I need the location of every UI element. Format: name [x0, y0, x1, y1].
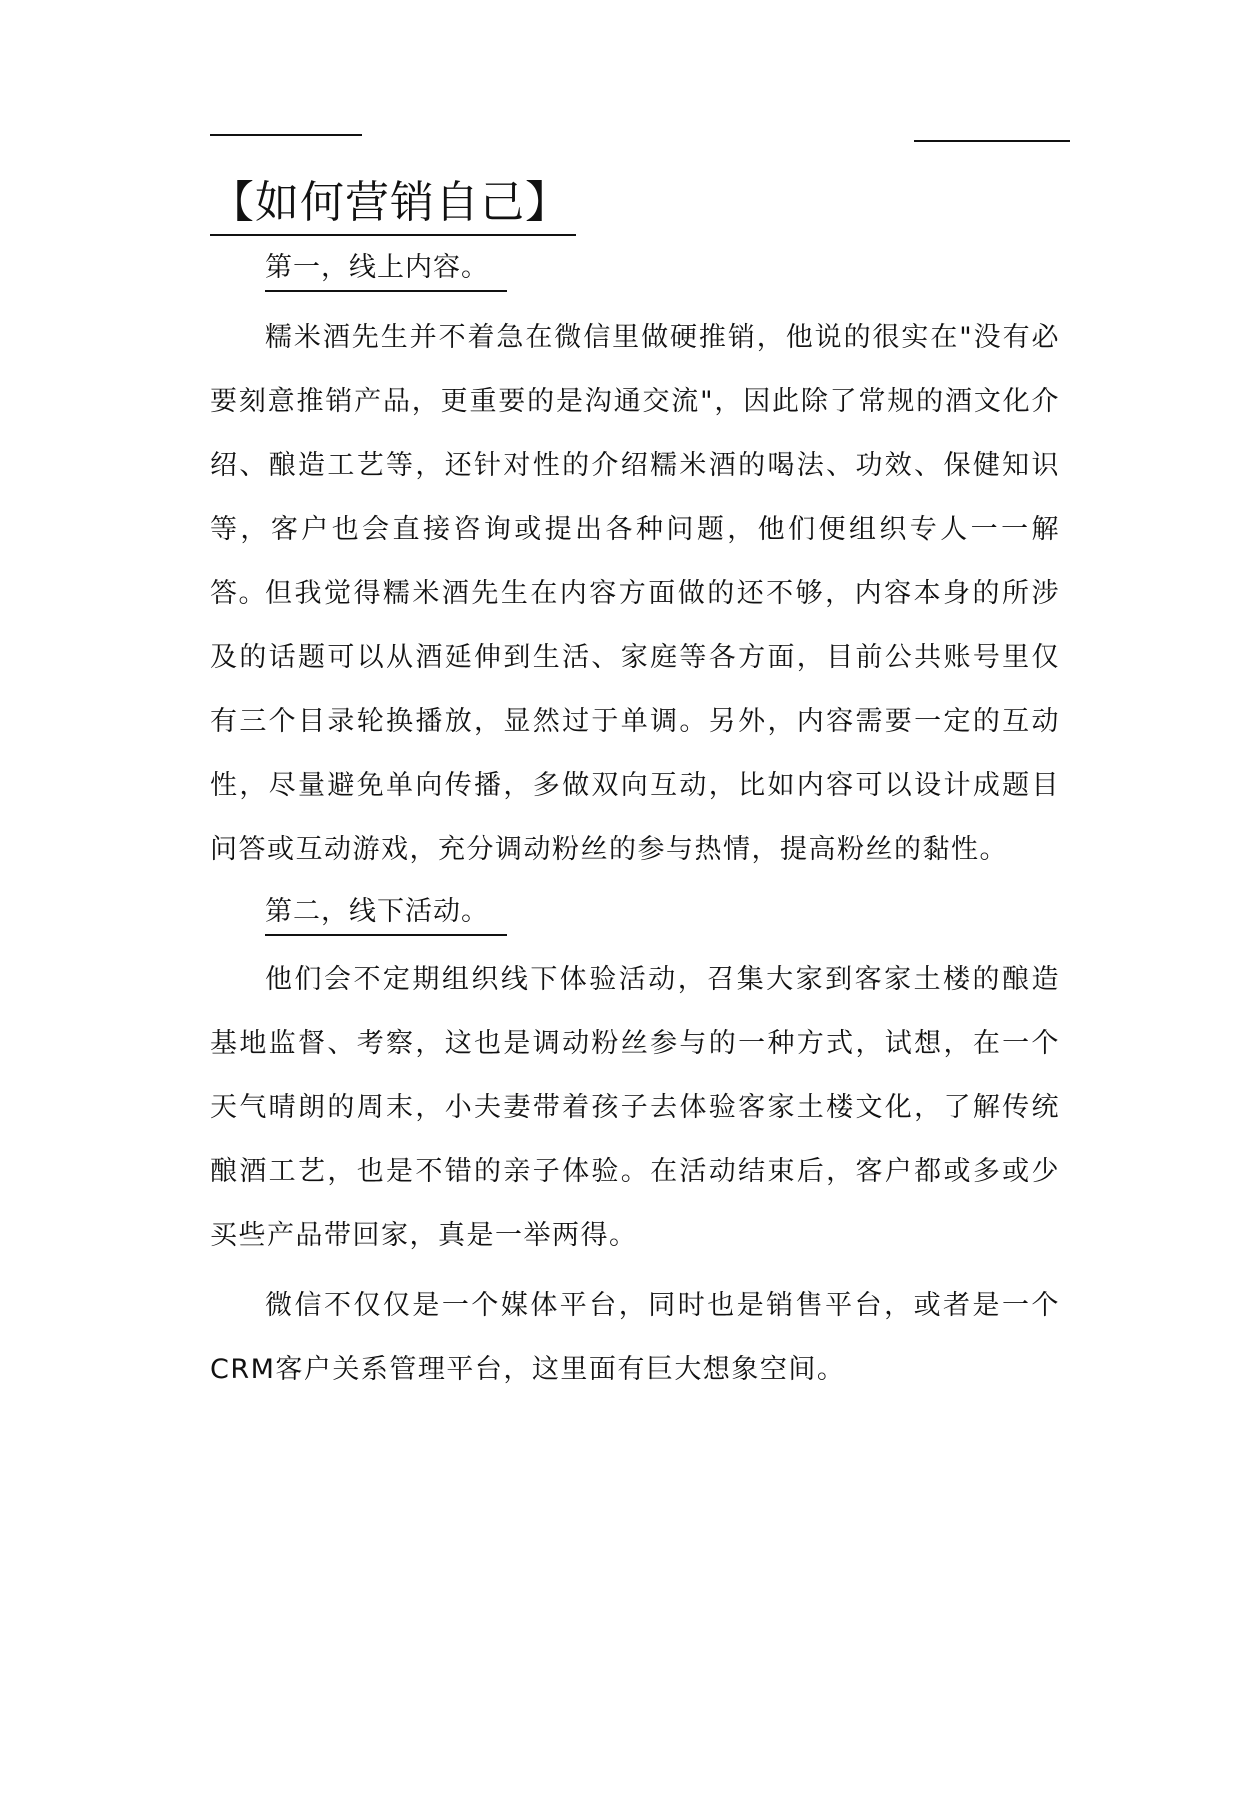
- paragraph-3: 他们会不定期组织线下体验活动，召集大家到客家土楼的酿造基地监督、考察，这也是调动粉丝参与的一种方式，试想，在一个天气晴朗的周末，小夫妻带着孩子去体验客家土楼文化，了解传统酿酒工艺，也是不错的亲子体验。在活动结束后，客户都或多或少买些产品带回家，真是一举两得。: [210, 964, 1060, 1251]
- section-heading-online: 第一，线上内容。: [265, 248, 507, 292]
- section-heading-offline: 第二，线下活动。: [265, 892, 507, 936]
- paragraph-1: 糯米酒先生并不着急在微信里做硬推销，他说的很实在"没有必要刻意推销产品，更重要的是沟通交流"，因此除了常规的酒文化介绍、酿造工艺等，还针对性的介绍糯米酒的喝法、功效、保健知识等，客户也会直接咨询或提出各种问题，他们便组织专人一一解答。: [210, 322, 1060, 609]
- header-rule-left: [210, 134, 362, 136]
- header-rule-right: [914, 140, 1070, 142]
- paragraph-2: 但我觉得糯米酒先生在内容方面做的还不够，内容本身的所涉及的话题可以从酒延伸到生活、家庭等各方面，目前公共账号里仅有三个目录轮换播放，显然过于单调。另外，内容需要一定的互动性，尽量避免单向传播，多做双向互动，比如内容可以设计成题目问答或互动游戏，充分调动粉丝的参与热情，提高粉丝的黏性。: [210, 578, 1060, 865]
- page-title: 【如何营销自己】: [210, 178, 576, 236]
- paragraph-4: 微信不仅仅是一个媒体平台，同时也是销售平台，或者是一个CRM客户关系管理平台，这里面有巨大想象空间。: [210, 1290, 1060, 1385]
